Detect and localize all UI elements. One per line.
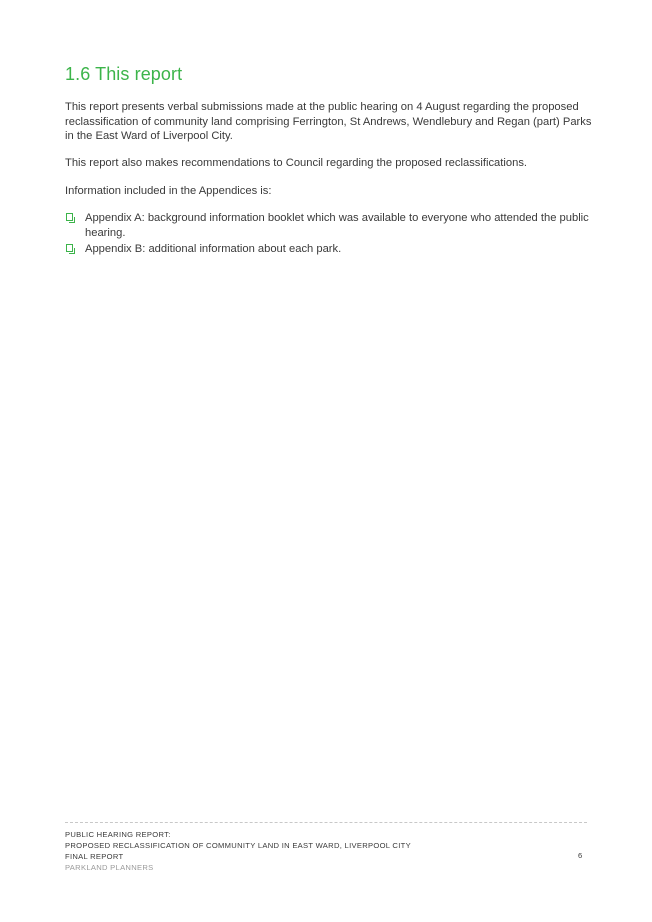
list-item — [65, 242, 593, 257]
checkbox-square-icon — [66, 244, 73, 252]
footer-report-subject: PROPOSED RECLASSIFICATION OF COMMUNITY LAND IN EAST WARD, LIVERPOOL CITY — [65, 841, 411, 850]
list-item-text: Appendix B: additional information about each park. — [85, 243, 342, 255]
recommendations-paragraph: This report also makes recommendations to Council regarding the proposed reclassifications. — [65, 157, 528, 169]
intro-paragraph: This report presents verbal submissions made at the public hearing on 4 August regarding the proposed reclassification of community land comprising Ferrington, St Andrews, Wendlebury and Regan (part) Parks in the East Ward of Liverpool City. — [65, 101, 592, 142]
appendices-list — [65, 211, 593, 259]
page-number: 6 — [578, 851, 583, 860]
list-item-text: Appendix A: background information booklet which was available to everyone who attended the public hearing. — [85, 212, 589, 239]
footer-divider — [65, 822, 587, 823]
checkbox-square-icon — [66, 213, 73, 221]
section-heading: 1.6 This report — [65, 64, 183, 84]
appendices-intro-paragraph: Information included in the Appendices is: — [65, 185, 272, 197]
page-footer — [65, 829, 587, 873]
list-item — [65, 211, 593, 240]
footer-report-status: FINAL REPORT — [65, 852, 124, 861]
footer-firm-name: PARKLAND PLANNERS — [65, 863, 154, 872]
footer-report-type: PUBLIC HEARING REPORT: — [65, 830, 171, 839]
